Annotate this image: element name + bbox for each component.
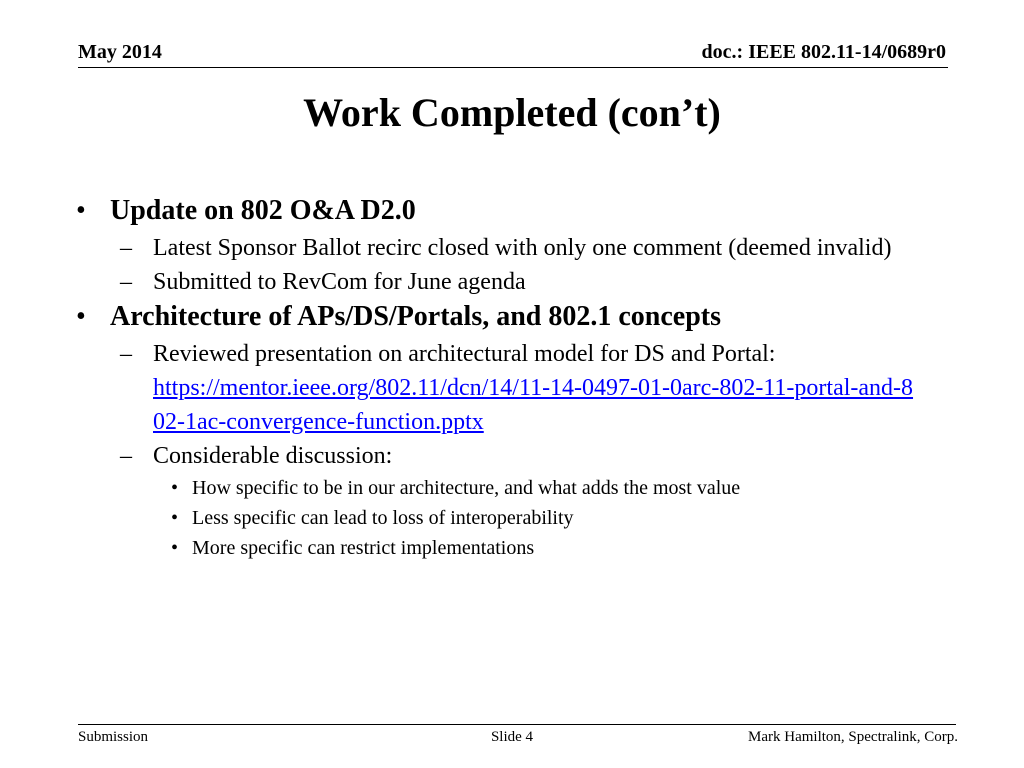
bullet-2-text: Architecture of APs/DS/Portals, and 802.1 concepts (110, 301, 722, 332)
bullet-2-sub-2-item-1-text: How specific to be in our architecture, and what adds the most value (192, 477, 741, 499)
header-doc-id: doc.: IEEE 802.11-14/0689r0 (701, 41, 946, 63)
bullet-marker: • (171, 537, 179, 559)
bullet-2-sub-2-item-2 (76, 503, 956, 533)
bullet-2-sub-1-text: Reviewed presentation on architectural model for DS and Portal: (153, 341, 776, 367)
bullet-2-sub-2-item-3 (76, 533, 956, 563)
dash-marker: – (120, 443, 132, 469)
bullet-marker: • (171, 477, 179, 499)
footer-author: Mark Hamilton, Spectralink, Corp. (748, 729, 958, 745)
header-date: May 2014 (78, 41, 162, 63)
bullet-1 (76, 193, 956, 229)
bullet-1-text: Update on 802 O&A D2.0 (110, 195, 416, 226)
dash-marker: – (120, 341, 132, 367)
bullet-2-sub-2 (76, 439, 956, 473)
bullet-marker: • (76, 195, 86, 226)
footer-submission: Submission (78, 729, 149, 745)
slide-body (76, 193, 956, 563)
header-rule (78, 67, 948, 68)
bullet-2 (76, 299, 956, 335)
dash-marker: – (120, 235, 132, 261)
footer-slide-number: Slide 4 (490, 729, 534, 745)
bullet-2-sub-2-item-1 (76, 473, 956, 503)
footer-rule (78, 724, 956, 725)
bullet-marker: • (171, 507, 179, 529)
bullet-1-sub-2-text: Submitted to RevCom for June agenda (153, 269, 526, 295)
bullet-2-sub-2-item-3-text: More specific can restrict implementations (192, 537, 535, 559)
bullet-1-sub-2 (76, 265, 956, 299)
dash-marker: – (120, 269, 132, 295)
bullet-1-sub-1 (76, 231, 956, 265)
bullet-2-sub-2-item-2-text: Less specific can lead to loss of interoperability (192, 507, 574, 529)
bullet-1-sub-1-text: Latest Sponsor Ballot recirc closed with only one comment (deemed invalid) (153, 235, 892, 261)
presentation-link[interactable]: https://mentor.ieee.org/802.11/dcn/14/11-14-0497-01-0arc-802-11-portal-and-802-1ac-convergence-function.pptx (153, 375, 914, 435)
bullet-2-sub-1 (76, 337, 956, 439)
slide-title: Work Completed (con’t) (303, 90, 721, 135)
bullet-2-sub-2-text: Considerable discussion: (153, 443, 393, 469)
bullet-marker: • (76, 301, 86, 332)
